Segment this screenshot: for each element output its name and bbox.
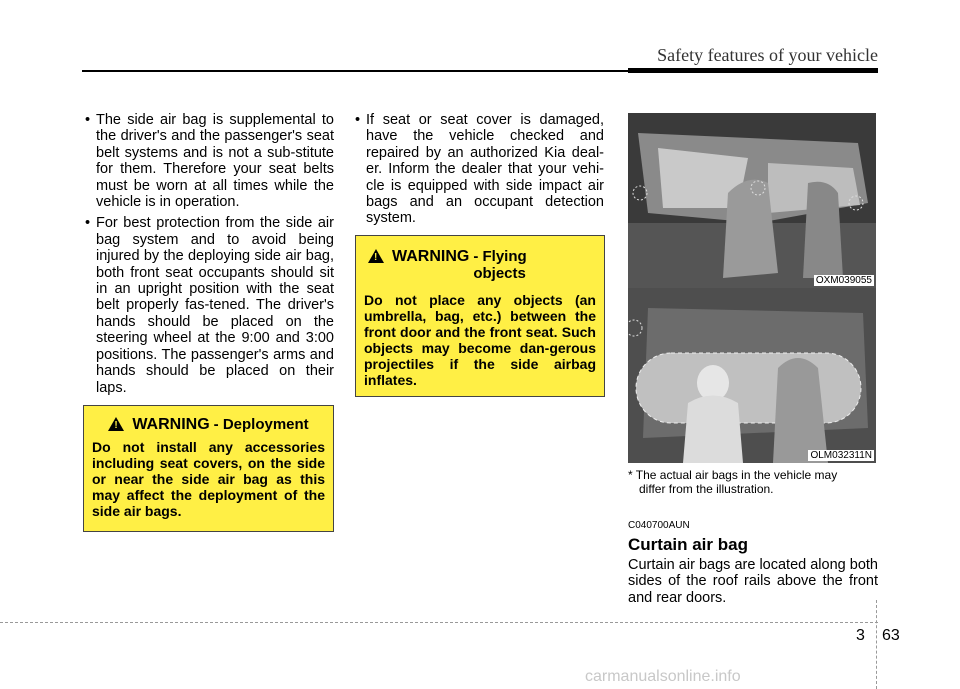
column-left bbox=[84, 112, 334, 401]
header-rule-accent bbox=[628, 68, 878, 73]
caption-line-1: * The actual air bags in the vehicle may bbox=[628, 468, 838, 482]
side-airbag-illustration bbox=[628, 113, 876, 288]
curtain-airbag-illustration bbox=[628, 288, 876, 463]
warning-label: WARNING bbox=[392, 248, 470, 265]
figure-caption bbox=[628, 468, 878, 496]
caption-line-2: differ from the illustration. bbox=[639, 482, 774, 496]
figure-code-label: OLM032311N bbox=[810, 450, 872, 461]
bullet-best-protection: • For best protection from the side air bag system and to avoid being injured by the deploying side air bag, both front seat occupants should sit in an upright position with the seat belt properly fas-tened. The driver's hands should be placed on the steering wheel at the 9:00 and 3:00 positions. The passenger's arms and hands should be placed on their laps. bbox=[84, 215, 334, 395]
warning-box-deployment bbox=[83, 405, 334, 532]
warning-heading bbox=[364, 248, 596, 282]
figure-curtain-airbag bbox=[628, 288, 876, 463]
figure-side-airbag bbox=[628, 113, 876, 288]
watermark: carmanualsonline.info bbox=[585, 668, 741, 685]
warning-subtitle: - Deployment bbox=[213, 416, 309, 433]
section-body: Curtain air bags are located along both sides of the roof rails above the front and rear doors. bbox=[628, 557, 878, 606]
section-title: Curtain air bag bbox=[628, 535, 748, 554]
running-header: Safety features of your vehicle bbox=[657, 45, 878, 65]
warning-heading bbox=[92, 416, 325, 434]
section-code: C040700AUN bbox=[628, 520, 690, 531]
column-middle bbox=[354, 112, 604, 232]
bullet-damaged-seat: • If seat or seat cover is damaged, have the vehicle checked and repaired by an authorized Kia deal-er. Inform the dealer that your vehi-cle is equipped with side impact air bags and an occupant detection system. bbox=[354, 112, 604, 227]
warning-subtitle: - Flying objects bbox=[473, 248, 527, 282]
bullet-supplemental: • The side air bag is supplemental to the driver's and the passenger's seat belt systems and is not a sub-stitute for them. Therefore your seat belts must be worn at all times while the vehicle is in operation. bbox=[84, 112, 334, 210]
warning-body: Do not install any accessories including seat covers, on the side or near the side air bag as this may affect the deployment of the side air bags. bbox=[92, 439, 325, 519]
warning-label: WARNING bbox=[132, 416, 210, 433]
warning-icon: ! bbox=[368, 249, 384, 263]
warning-icon: ! bbox=[108, 417, 124, 431]
figure-code-label: OXM039055 bbox=[815, 275, 872, 286]
page-number: 63 bbox=[882, 627, 900, 644]
chapter-number: 3 bbox=[856, 627, 865, 644]
warning-body: Do not place any objects (an umbrella, bag, etc.) between the front door and the front seat. Such objects may become dan-gerous projectiles if the side airbag inflates. bbox=[364, 292, 596, 388]
footer-rule bbox=[0, 622, 878, 623]
footer-divider bbox=[876, 600, 877, 689]
warning-box-flying-objects bbox=[355, 235, 605, 397]
